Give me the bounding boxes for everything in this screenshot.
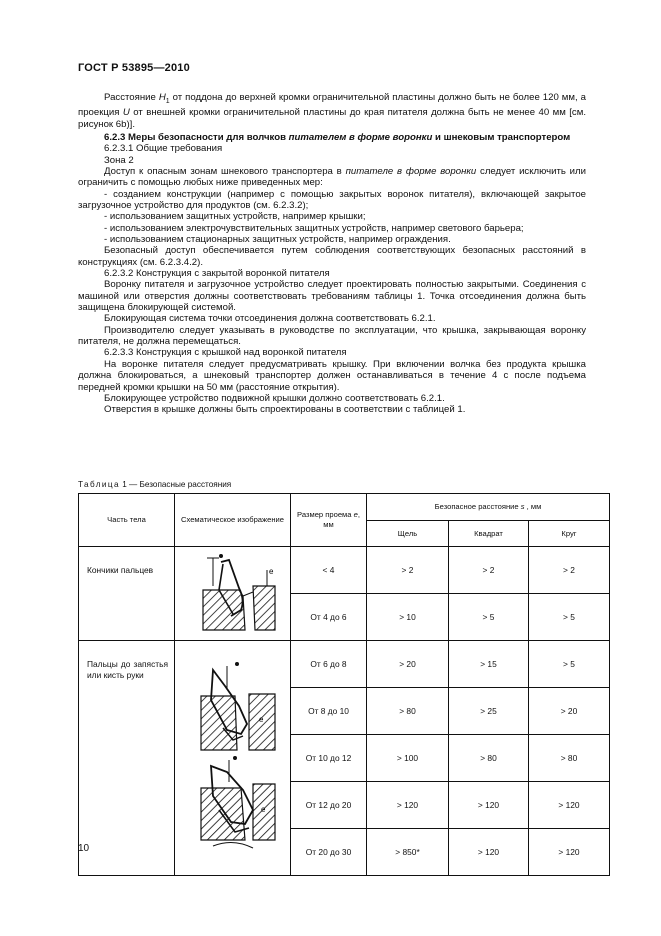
header-size: Размер проема е, мм [291, 494, 367, 547]
list-item-construction: - созданием конструкции (например с помощью закрытых воронок питателя), включающей закрытое загрузочное устройство для продуктов (см. 6.2.3.2); [78, 188, 586, 211]
section-heading-6-2-3: 6.2.3 Меры безопасности для волчков питателем в форме воронки и шнековым транспортером [104, 131, 571, 143]
paragraph-access: Доступ к опасным зонам шнекового транспортера в питателе в форме воронки следует исключить или ограничить с помощью любых ниже приведенных мер: [78, 165, 587, 189]
list-item-protective: - использованием защитных устройств, например крышки; [104, 211, 366, 223]
list-item-electrosensitive: - использованием электрочувствительных защитных устройств, например светового барьера; [104, 222, 524, 234]
document-header: ГОСТ Р 53895—2010 [78, 62, 190, 74]
part-fingers-to-wrist: Пальцы до запястья или кисть руки [79, 641, 175, 876]
paragraph-safe-access: Безопасный доступ обеспечивается путем соблюдения соответствующих безопасных расстояний в конструкциях (см. 6.2.3.4.2). [78, 245, 586, 268]
list-item-stationary: - использованием стационарных защитных устройств, например ограждения. [104, 234, 451, 246]
safety-distance-table [78, 493, 610, 876]
header-circle: Круг [529, 521, 610, 547]
svg-text:e: e [258, 715, 263, 724]
table-row: От 4 до 6 > 10 > 5 > 5 [79, 594, 610, 641]
header-part: Часть тела [79, 494, 175, 547]
paragraph-closed-funnel: Воронку питателя и загрузочное устройство следует проектировать полностью закрытыми. Соединения с машиной или отверстия должны соответствовать требованиям таблицы 1. Точка отсоединения должна быть защищена блокирующей системой. [78, 279, 586, 314]
fingertip-sketch-icon [183, 550, 283, 638]
subsection-heading-6-2-3-3: 6.2.3.3 Конструкция с крышкой над воронкой питателя [104, 347, 347, 359]
svg-text:e: e [260, 805, 265, 814]
table-row: От 20 до 30 > 850* > 120 > 120 [79, 829, 610, 876]
part-fingertips: Кончики пальцев [79, 547, 175, 641]
paragraph-manual: Производителю следует указывать в руководстве по эксплуатации, что крышка, закрывающая воронку питателя, не должна перемещаться. [78, 324, 586, 348]
paragraph-lid-blocking: Блокирующее устройство подвижной крышки должно соответствовать 6.2.1. [104, 392, 445, 404]
svg-text:e: e [268, 566, 273, 576]
paragraph-lid-openings: Отверстия в крышке должны быть спроектированы в соответствии с таблицей 1. [104, 404, 466, 416]
table-row: От 10 до 12 > 100 > 80 > 80 [79, 735, 610, 782]
header-safe-distance: Безопасное расстояние s , мм [367, 494, 610, 521]
table-row: От 12 до 20 > 120 > 120 > 120 [79, 782, 610, 829]
table-row: Кончики пальцев e < 4 > 2 > 2 > 2 [79, 547, 610, 594]
header-square: Квадрат [449, 521, 529, 547]
subsection-heading-6-2-3-1: 6.2.3.1 Общие требования [104, 143, 223, 155]
table-row: Пальцы до запястья или кисть руки e e От 6 до 8 > 20 > 15 > 5 [79, 641, 610, 688]
hand-sketch-icon [183, 660, 283, 856]
table-caption: Таблица 1 — Безопасные расстояния [78, 480, 232, 489]
document-body [78, 92, 586, 416]
header-slot: Щель [367, 521, 449, 547]
paragraph-blocking-system: Блокирующая система точки отсоединения должна соответствовать 6.2.1. [104, 313, 436, 325]
subsection-heading-6-2-3-2: 6.2.3.2 Конструкция с закрытой воронкой питателя [104, 268, 330, 280]
page-number: 10 [78, 843, 90, 854]
table-row: От 8 до 10 > 80 > 25 > 20 [79, 688, 610, 735]
paragraph-distance-h1: Расстояние $H_1$ от поддона до верхней кромки ограничительной пластины должно быть не более 120 мм, а проекция U от внешней кромки ограничительной пластины до края питателя должна быть не менее 40 мм [см. рисунок 6b)]. [78, 92, 586, 130]
paragraph-lid: На воронке питателя следует предусматривать крышку. При включении волчка без продукта крышка должна блокироваться, а шнековый транспортер должен останавливаться в течение 4 с после подъема передней кромки крышки на 50 мм (расстояние открытия). [78, 358, 586, 393]
sketch-fingertips [175, 547, 291, 641]
sketch-fingers-hand [175, 641, 291, 876]
header-sketch: Схематическое изображение [175, 494, 291, 547]
zone-label: Зона 2 [104, 154, 134, 166]
